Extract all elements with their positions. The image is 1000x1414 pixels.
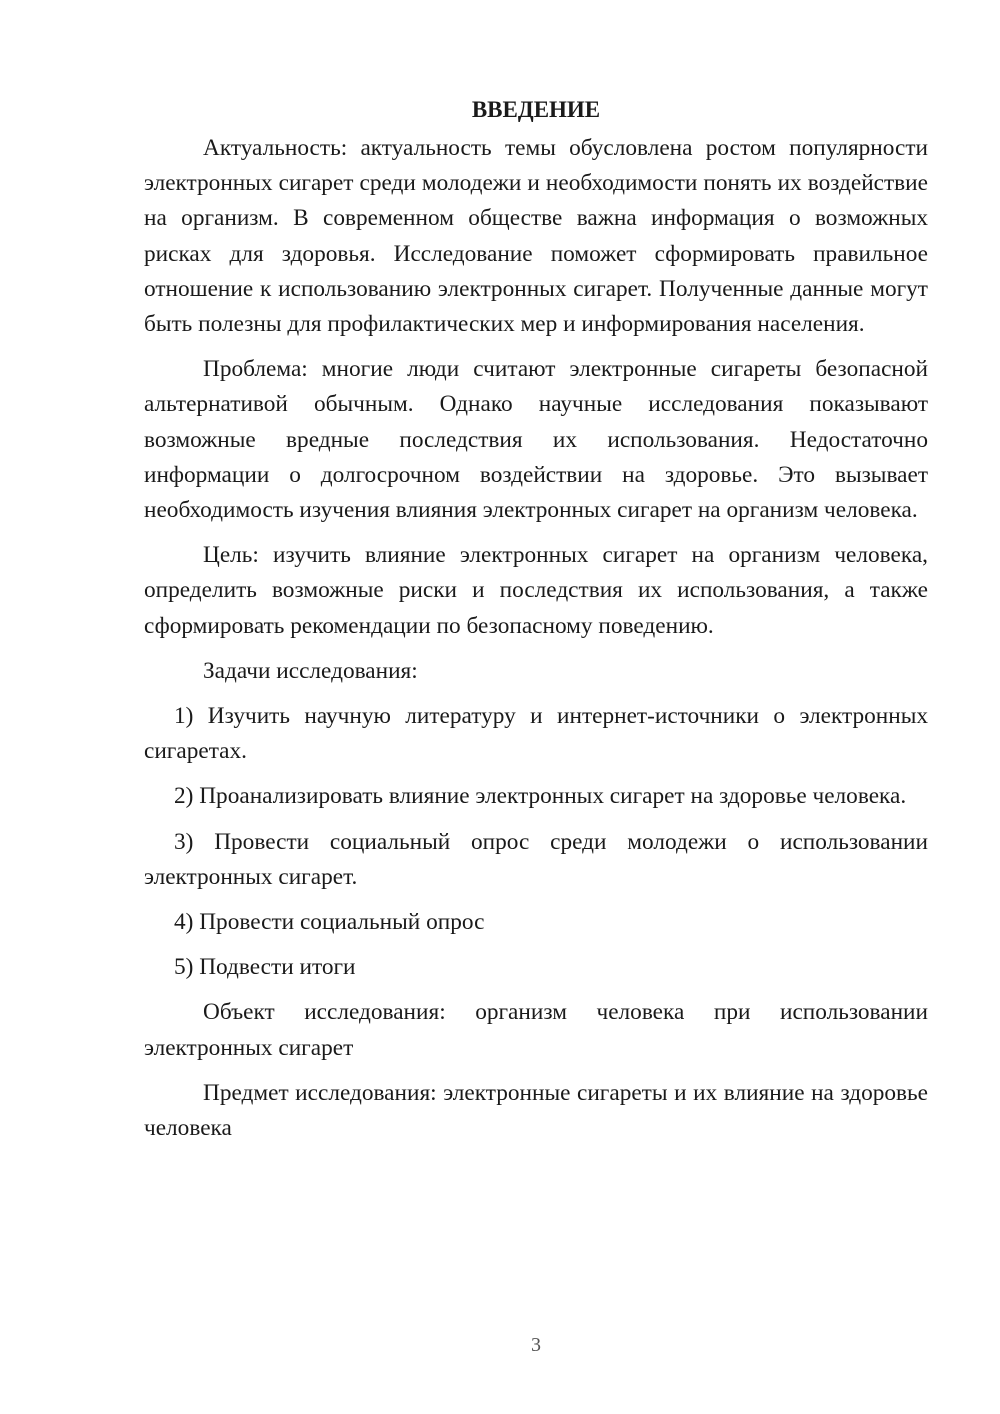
section-heading: ВВЕДЕНИЕ <box>471 97 601 122</box>
paragraph-subject: Предмет исследования: электронные сигареты и их влияние на здоровье человека <box>144 1079 928 1142</box>
tasks-title: Задачи исследования: <box>203 657 418 684</box>
task-item-4: 4) Провести социальный опрос <box>174 909 485 936</box>
page-number: 3 <box>531 1334 541 1356</box>
task-item-5: 5) Подвести итоги <box>174 954 356 981</box>
task-item-2: 2) Проанализировать влияние электронных сигарет на здоровье человека. <box>174 783 907 810</box>
task-item-3: 3) Провести социальный опрос среди молодежи о использовании электронных сигарет. <box>144 828 928 890</box>
page-content <box>144 93 928 1156</box>
paragraph-relevance: Актуальность: актуальность темы обусловлена ростом популярности электронных сигарет среди молодежи и необходимости понять их воздействие на организм. В современном обществе важна информация о возможных рисках для здоровья. Исследование поможет сформировать правильное отношение к использованию электронных сигарет. Полученные данные могут быть полезны для профилактических мер и информирования населения. <box>144 135 928 338</box>
paragraph-goal: Цель: изучить влияние электронных сигарет на организм человека, определить возможные риски и последствия их использования, а также сформировать рекомендации по безопасному поведению. <box>144 542 928 639</box>
task-item-1: 1) Изучить научную литературу и интернет-источники о электронных сигаретах. <box>144 703 928 765</box>
paragraph-object: Объект исследования: организм человека при использовании электронных сигарет <box>144 999 928 1061</box>
paragraph-problem: Проблема: многие люди считают электронные сигареты безопасной альтернативой обычным. Однако научные исследования показывают возможные вредные последствия их использования. Недостаточно информации о долгосрочном воздействии на здоровье. Это вызывает необходимость изучения влияния электронных сигарет на организм человека. <box>144 356 928 524</box>
